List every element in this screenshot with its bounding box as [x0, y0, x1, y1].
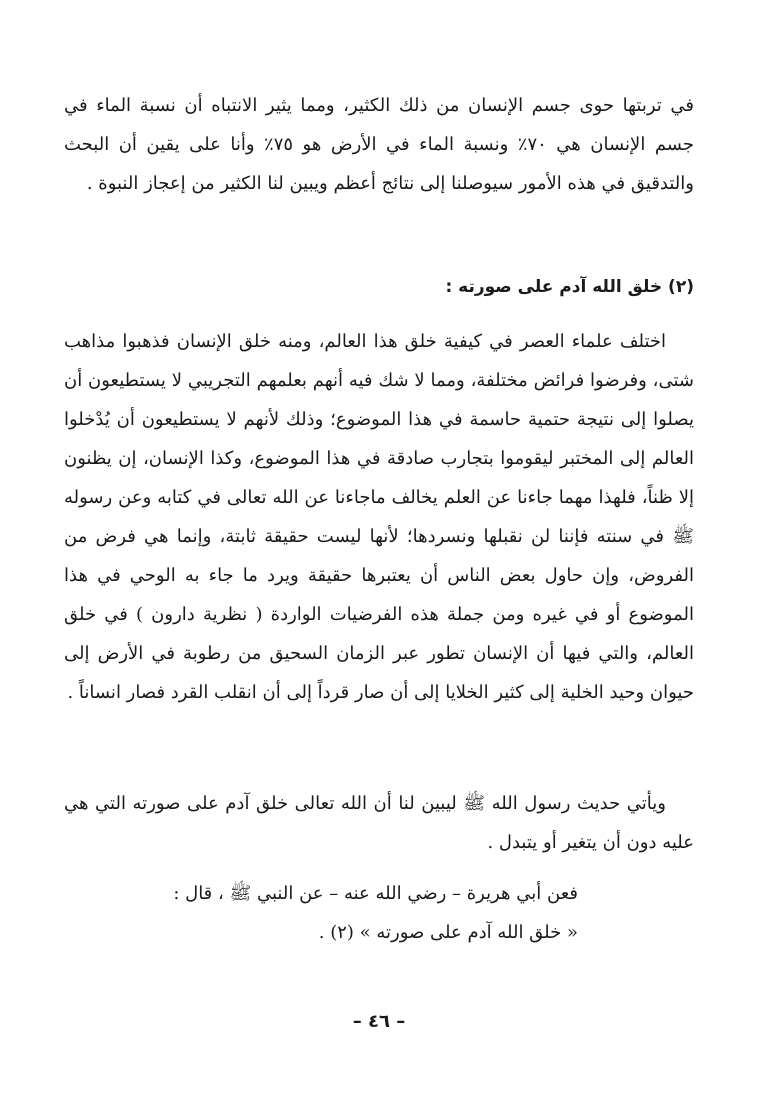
hadith-quote-line: « خلق الله آدم على صورته » (٢) . [318, 922, 578, 943]
hadith-block [64, 874, 694, 952]
paragraph-water-ratio: في تربتها حوى جسم الإنسان من ذلك الكثير، ومما يثير الانتباه أن نسبة الماء في جسم الإنسان هي ٧٠٪ ونسبة الماء في الأرض هو ٧٥٪ وأنا على يقين أن البحث والتدقيق في هذه الأمور سيوصلنا إلى نتائج أعظم ويبين لنا الكثير من إعجاز النبوة . [64, 95, 694, 194]
hadith-narrator-line: فعن أبي هريرة – رضي الله عنه – عن النبي ﷺ ، قال : [173, 883, 578, 904]
paragraph-evolution-theories: اختلف علماء العصر في كيفية خلق هذا العالم، ومنه خلق الإنسان فذهبوا مذاهب شتى، وفرضوا فرائض مختلفة، ومما لا شك فيه أنهم بعلمهم التجريبي لا يستطيعون أن يصلوا إلى نتيجة حتمية حاسمة في هذا الموضوع؛ وذلك لأنهم لا يستطيعون أن يُدْخلوا العالم إلى المختبر ليقوموا بتجارب صادقة في هذا الموضوع، وكذا الإنسان، إن يظنون إلا ظناً، فلهذا مهما جاءنا عن العلم يخالف ماجاءنا عن الله تعالى في كتابه وعن رسوله ﷺ في سنته فإننا لن نقبلها ونسردها؛ لأنها ليست حقيقة ثابتة، وإنما هي فرض من الفروض، وإن حاول بعض الناس أن يعتبرها حقيقة ويرد ما جاء به الوحي في هذا الموضوع أو في غيره ومن جملة هذه الفرضيات الواردة ( نظرية دارون ) في خلق العالم، والتي فيها أن الإنسان تطور عبر الزمان السحيق من رطوبة في الأرض إلى حيوان وحيد الخلية إلى كثير الخلايا إلى أن صار قرداً إلى أن انقلب القرد فصار انساناً . [64, 331, 694, 703]
page-number: – ٤٦ – [352, 1011, 406, 1032]
section-heading: (٢) خلق الله آدم على صورته : [445, 277, 694, 297]
paragraph-hadith-introduction: ويأتي حديث رسول الله ﷺ ليبين لنا أن الله تعالى خلق آدم على صورته التي هي عليه دون أن يتغير أو يتبدل . [64, 793, 694, 853]
